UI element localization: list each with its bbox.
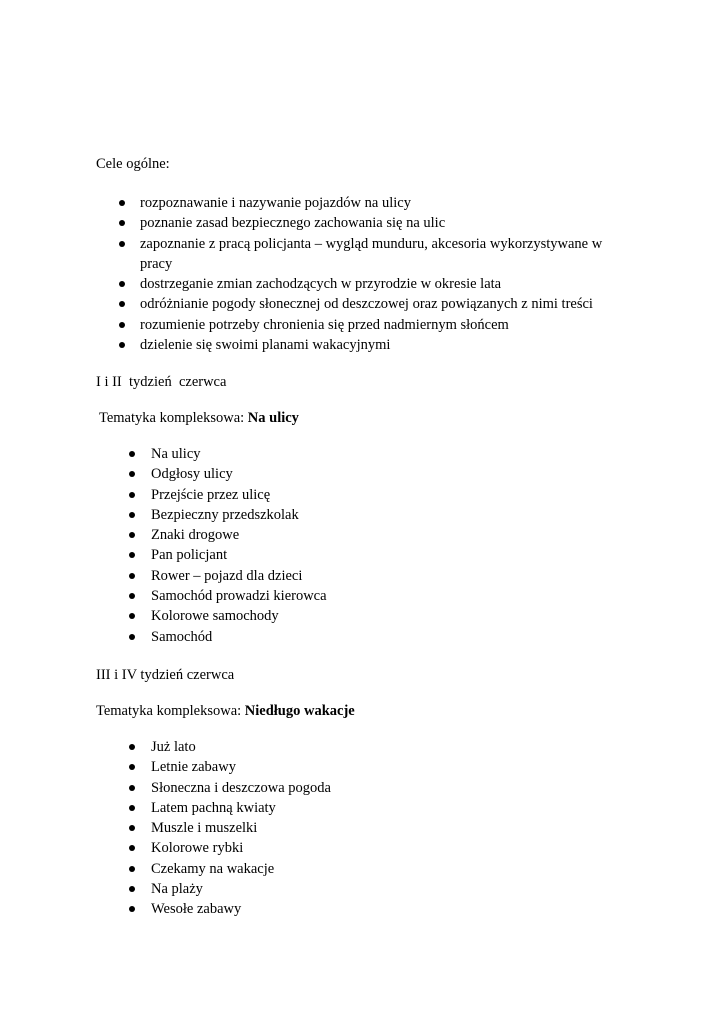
topic-text: Samochód xyxy=(151,628,213,645)
list-item xyxy=(129,899,529,919)
bullet-icon xyxy=(129,886,135,892)
list-item xyxy=(129,505,529,525)
section1-theme xyxy=(99,408,299,428)
topic-text: Pan policjant xyxy=(151,547,228,564)
list-item xyxy=(129,545,529,565)
section1-topics-list xyxy=(129,444,529,647)
section1-period: I i II tydzień czerwca xyxy=(96,374,227,390)
bullet-icon xyxy=(129,744,135,750)
topic-text: Na plaży xyxy=(151,881,203,898)
bullet-icon xyxy=(129,593,135,599)
bullet-icon xyxy=(129,471,135,477)
section2-period: III i IV tydzień czerwca xyxy=(96,667,235,683)
goal-text: rozumienie potrzeby chronienia się przed nadmiernym słońcem xyxy=(140,316,509,333)
list-item xyxy=(119,294,619,314)
goal-text: rozpoznawanie i nazywanie pojazdów na ulicy xyxy=(140,195,411,211)
theme-label: Tematyka kompleksowa: xyxy=(99,410,248,426)
topic-text: Już lato xyxy=(151,739,196,755)
topic-text: Samochód prowadzi kierowca xyxy=(151,588,327,605)
list-item xyxy=(129,627,529,647)
bullet-icon xyxy=(129,764,135,770)
list-item xyxy=(119,193,619,213)
topic-text: Kolorowe rybki xyxy=(151,840,244,857)
goal-text: dostrzeganie zmian zachodzących w przyrodzie w okresie lata xyxy=(140,276,502,293)
bullet-icon xyxy=(119,301,125,307)
topic-text: Letnie zabawy xyxy=(151,759,236,776)
bullet-icon xyxy=(119,241,125,247)
topic-text: Rower – pojazd dla dzieci xyxy=(151,567,303,584)
list-item xyxy=(129,566,529,586)
bullet-icon xyxy=(129,573,135,579)
topic-text: Słoneczna i deszczowa pogoda xyxy=(151,779,331,796)
list-item xyxy=(129,879,529,899)
goals-heading: Cele ogólne: xyxy=(96,156,170,172)
list-item xyxy=(129,778,529,798)
list-item xyxy=(129,444,529,464)
bullet-icon xyxy=(129,613,135,619)
goal-text: poznanie zasad bezpiecznego zachowania się na ulic xyxy=(140,215,446,232)
topic-text: Czekamy na wakacje xyxy=(151,860,275,877)
goal-text: odróżnianie pogody słonecznej od deszczowej oraz powiązanych z nimi treści xyxy=(140,296,593,313)
list-item xyxy=(119,315,619,335)
bullet-icon xyxy=(119,342,125,348)
list-item xyxy=(129,798,529,818)
bullet-icon xyxy=(129,532,135,538)
section2-topics-list xyxy=(129,737,529,920)
topic-text: Odgłosy ulicy xyxy=(151,466,233,483)
list-item xyxy=(129,838,529,858)
list-item xyxy=(119,213,619,233)
bullet-icon xyxy=(129,492,135,498)
goals-list xyxy=(119,193,619,355)
list-item xyxy=(129,757,529,777)
list-item xyxy=(119,234,619,275)
topic-text: Przejście przez ulicę xyxy=(151,486,271,503)
list-item xyxy=(119,274,619,294)
theme-label: Tematyka kompleksowa: xyxy=(96,703,245,719)
topic-text: Latem pachną kwiaty xyxy=(151,799,276,816)
list-item xyxy=(119,335,619,355)
bullet-icon xyxy=(129,805,135,811)
list-item xyxy=(129,485,529,505)
topic-text: Znaki drogowe xyxy=(151,527,240,544)
topic-text: Kolorowe samochody xyxy=(151,608,279,625)
theme-title: Na ulicy xyxy=(247,410,299,426)
section2-theme xyxy=(96,701,355,721)
bullet-icon xyxy=(129,825,135,831)
goal-text: zapoznanie z pracą policjanta – wygląd munduru, akcesoria wykorzystywane w pracy xyxy=(140,235,603,272)
list-item xyxy=(129,859,529,879)
list-item xyxy=(129,818,529,838)
list-item xyxy=(129,464,529,484)
bullet-icon xyxy=(129,906,135,912)
bullet-icon xyxy=(119,281,125,287)
bullet-icon xyxy=(129,512,135,518)
bullet-icon xyxy=(129,785,135,791)
topic-text: Na ulicy xyxy=(151,446,201,462)
bullet-icon xyxy=(129,845,135,851)
list-item xyxy=(129,737,529,757)
list-item xyxy=(129,586,529,606)
bullet-icon xyxy=(119,220,125,226)
list-item xyxy=(129,606,529,626)
topic-text: Wesołe zabawy xyxy=(151,901,242,918)
list-item xyxy=(129,525,529,545)
bullet-icon xyxy=(129,634,135,640)
bullet-icon xyxy=(129,451,135,457)
goal-text: dzielenie się swoimi planami wakacyjnymi xyxy=(140,337,391,354)
topic-text: Bezpieczny przedszkolak xyxy=(151,506,299,523)
bullet-icon xyxy=(129,552,135,558)
bullet-icon xyxy=(129,866,135,872)
theme-title: Niedługo wakacje xyxy=(244,703,355,719)
topic-text: Muszle i muszelki xyxy=(151,820,258,837)
bullet-icon xyxy=(119,322,125,328)
bullet-icon xyxy=(119,200,125,206)
